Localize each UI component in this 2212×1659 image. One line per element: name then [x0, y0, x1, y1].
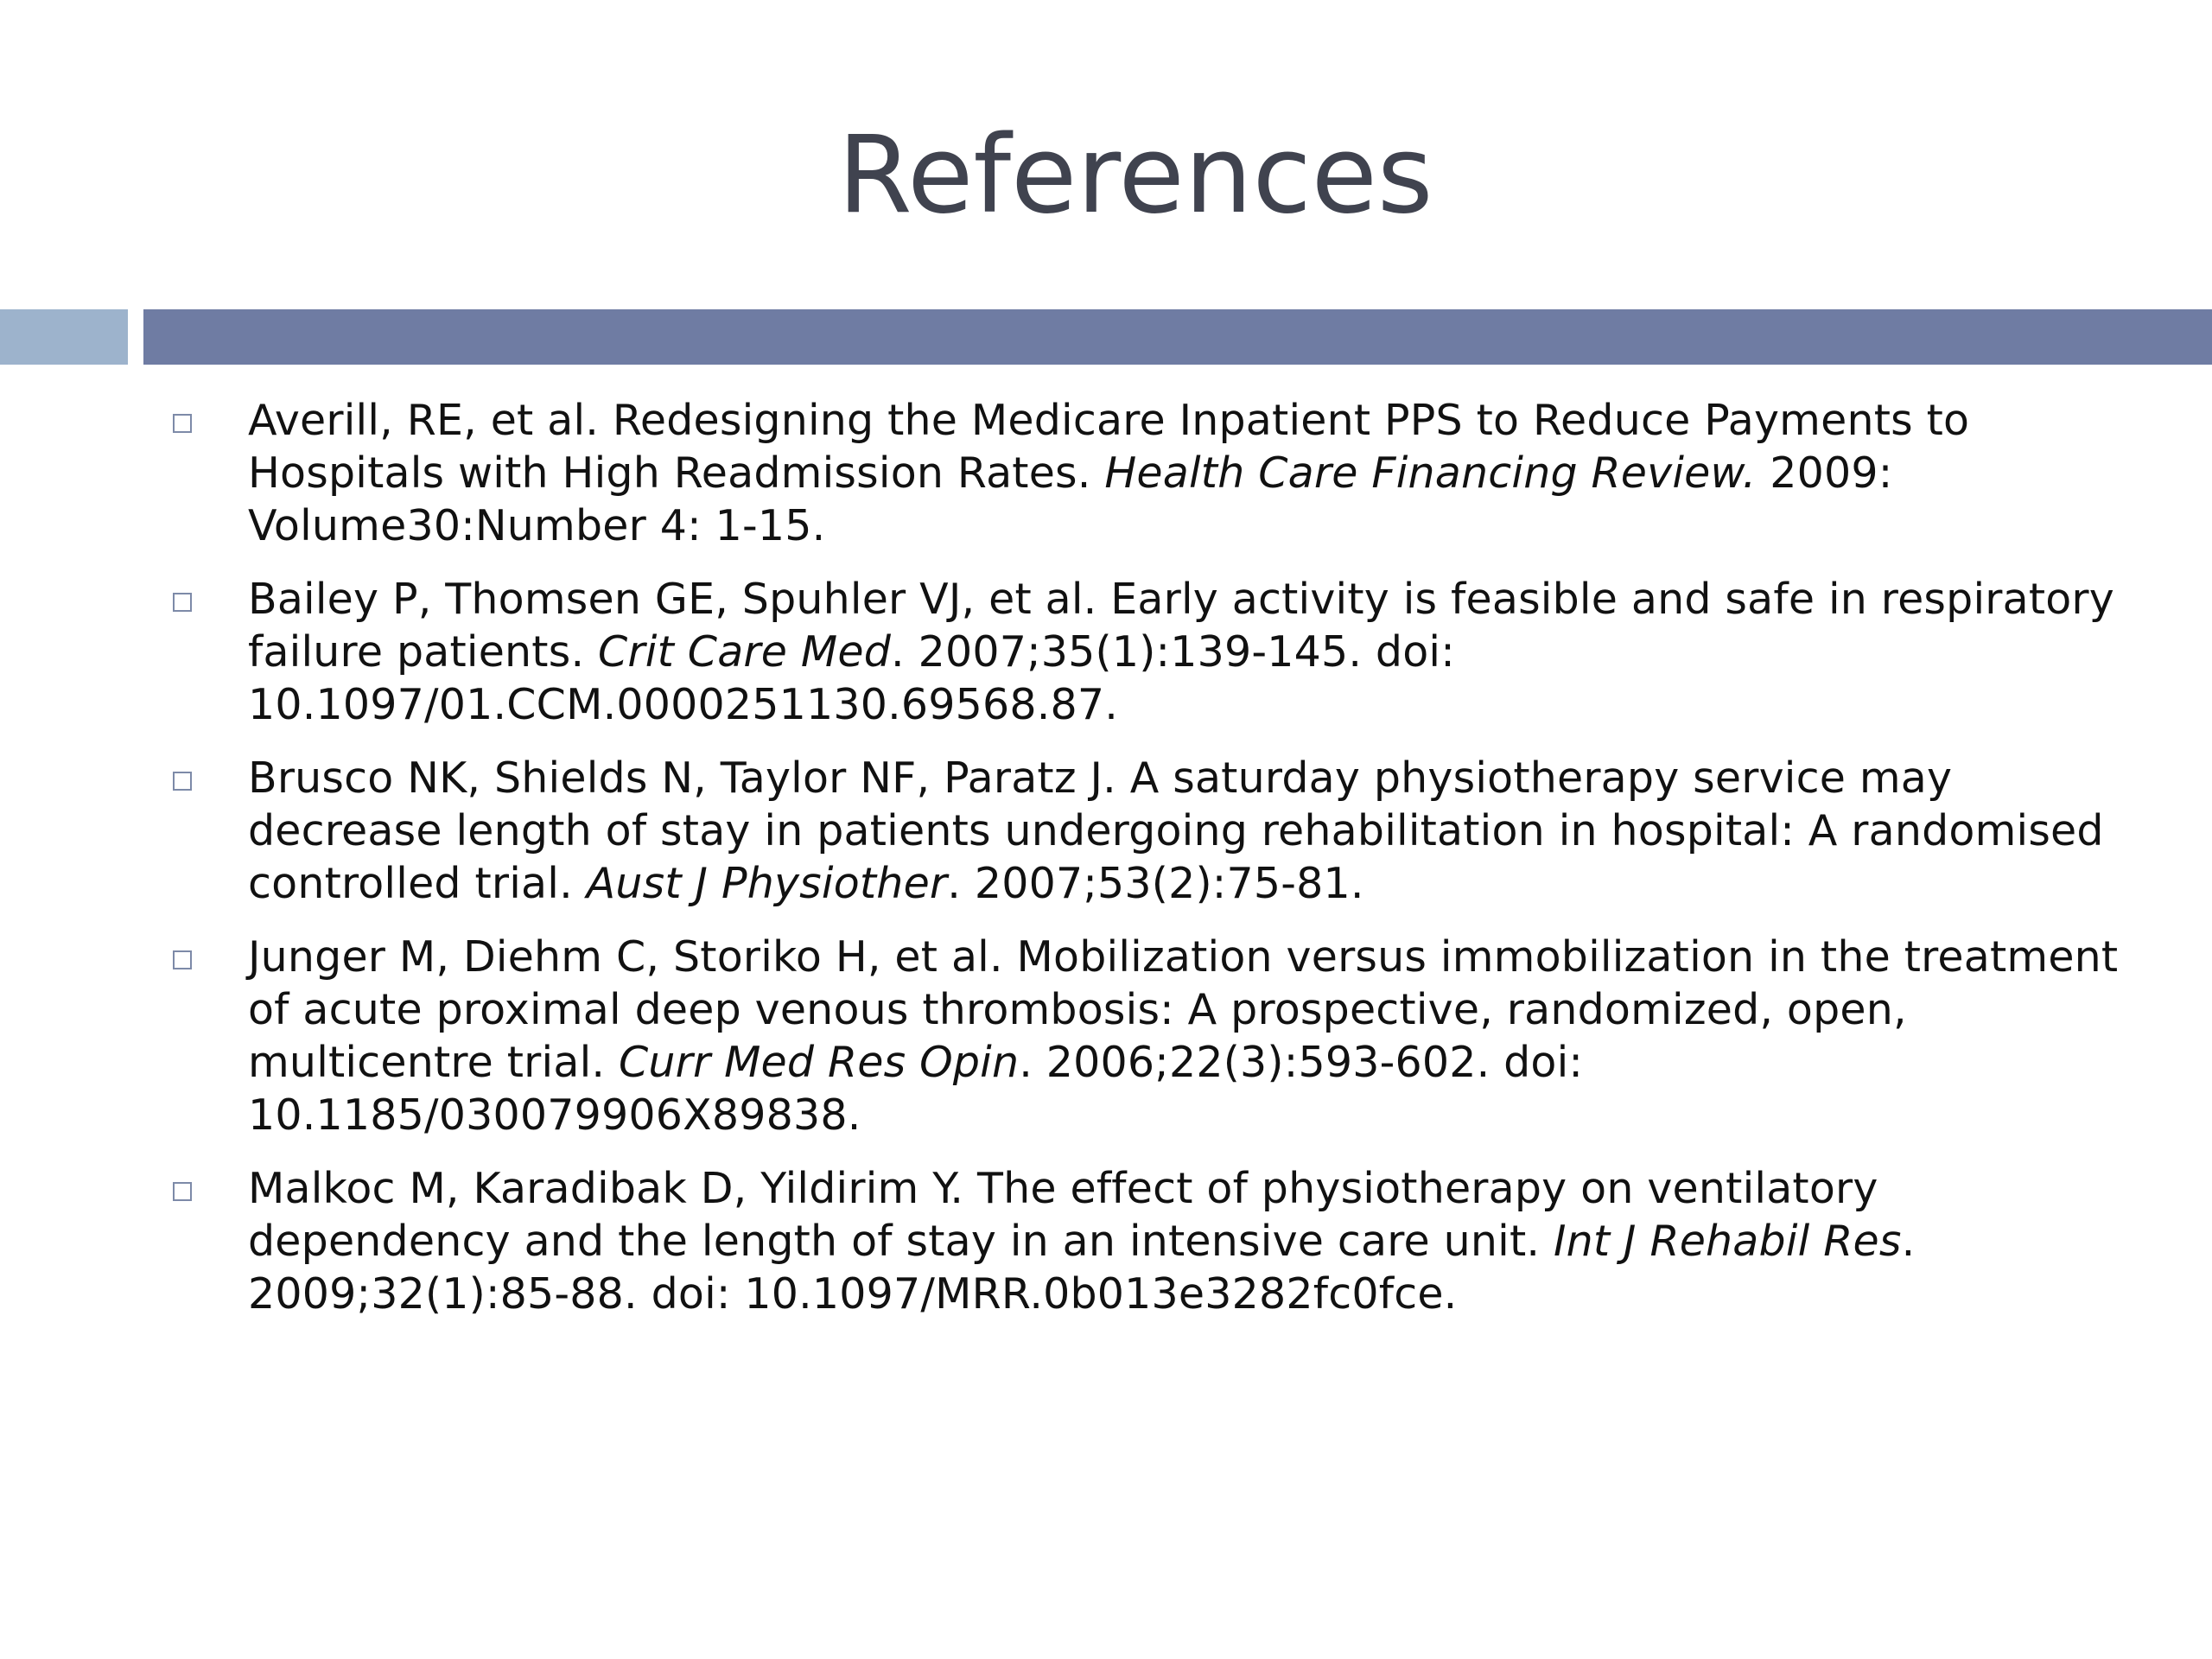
reference-text: Averill, RE, et al. Redesigning the Medicare Inpatient PPS to Reduce Payments to Hospitals with High Readmission Rates.	[248, 396, 1970, 498]
reference-item	[0, 931, 2212, 1141]
square-bullet-icon	[173, 950, 192, 969]
reference-text: Bailey P, Thomsen GE, Spuhler VJ, et al. Early activity is feasible and safe in respiratory failure patients.	[248, 575, 2114, 677]
slide-title: References	[837, 113, 1433, 238]
reference-item	[0, 752, 2212, 910]
square-bullet-icon	[173, 1182, 192, 1201]
square-bullet-icon	[173, 414, 192, 433]
reference-text: Malkoc M, Karadibak D, Yildirim Y. The effect of physiotherapy on ventilatory dependency and the length of stay in an intensive care unit.	[248, 1164, 1878, 1266]
reference-citation: . 2007;53(2):75-81.	[947, 859, 1364, 908]
reference-journal: Curr Med Res Opin	[618, 1038, 1020, 1087]
reference-citation: 2009: Volume30:Number 4: 1-15.	[248, 448, 1893, 550]
square-bullet-icon	[173, 772, 192, 791]
reference-citation: . 2006;22(3):593-602. doi: 10.1185/030079906X89838.	[248, 1038, 1584, 1140]
accent-bar-left	[0, 309, 128, 365]
reference-citation: . 2007;35(1):139-145. doi: 10.1097/01.CCM.0000251130.69568.87.	[248, 627, 1455, 729]
reference-citation: . 2009;32(1):85-88. doi: 10.1097/MRR.0b013e3282fc0fce.	[248, 1217, 1916, 1319]
accent-bar-right	[143, 309, 2212, 365]
reference-text: Brusco NK, Shields N, Taylor NF, Paratz J. A saturday physiotherapy service may decrease length of stay in patients undergoing rehabilitation in hospital: A randomised controlled trial.	[248, 753, 2104, 908]
reference-item	[0, 1162, 2212, 1320]
reference-item	[0, 573, 2212, 731]
reference-journal: Crit Care Med	[598, 627, 892, 677]
reference-item	[0, 394, 2212, 552]
reference-journal: Int J Rehabil Res	[1553, 1217, 1902, 1266]
reference-journal: Aust J Physiother	[586, 859, 948, 908]
reference-journal: Health Care Financing Review.	[1104, 448, 1757, 498]
reference-list	[0, 394, 2212, 1341]
square-bullet-icon	[173, 593, 192, 612]
reference-text: Junger M, Diehm C, Storiko H, et al. Mobilization versus immobilization in the treatment of acute proximal deep venous thrombosis: A prospective, randomized, open, multicentre trial.	[248, 932, 2119, 1087]
